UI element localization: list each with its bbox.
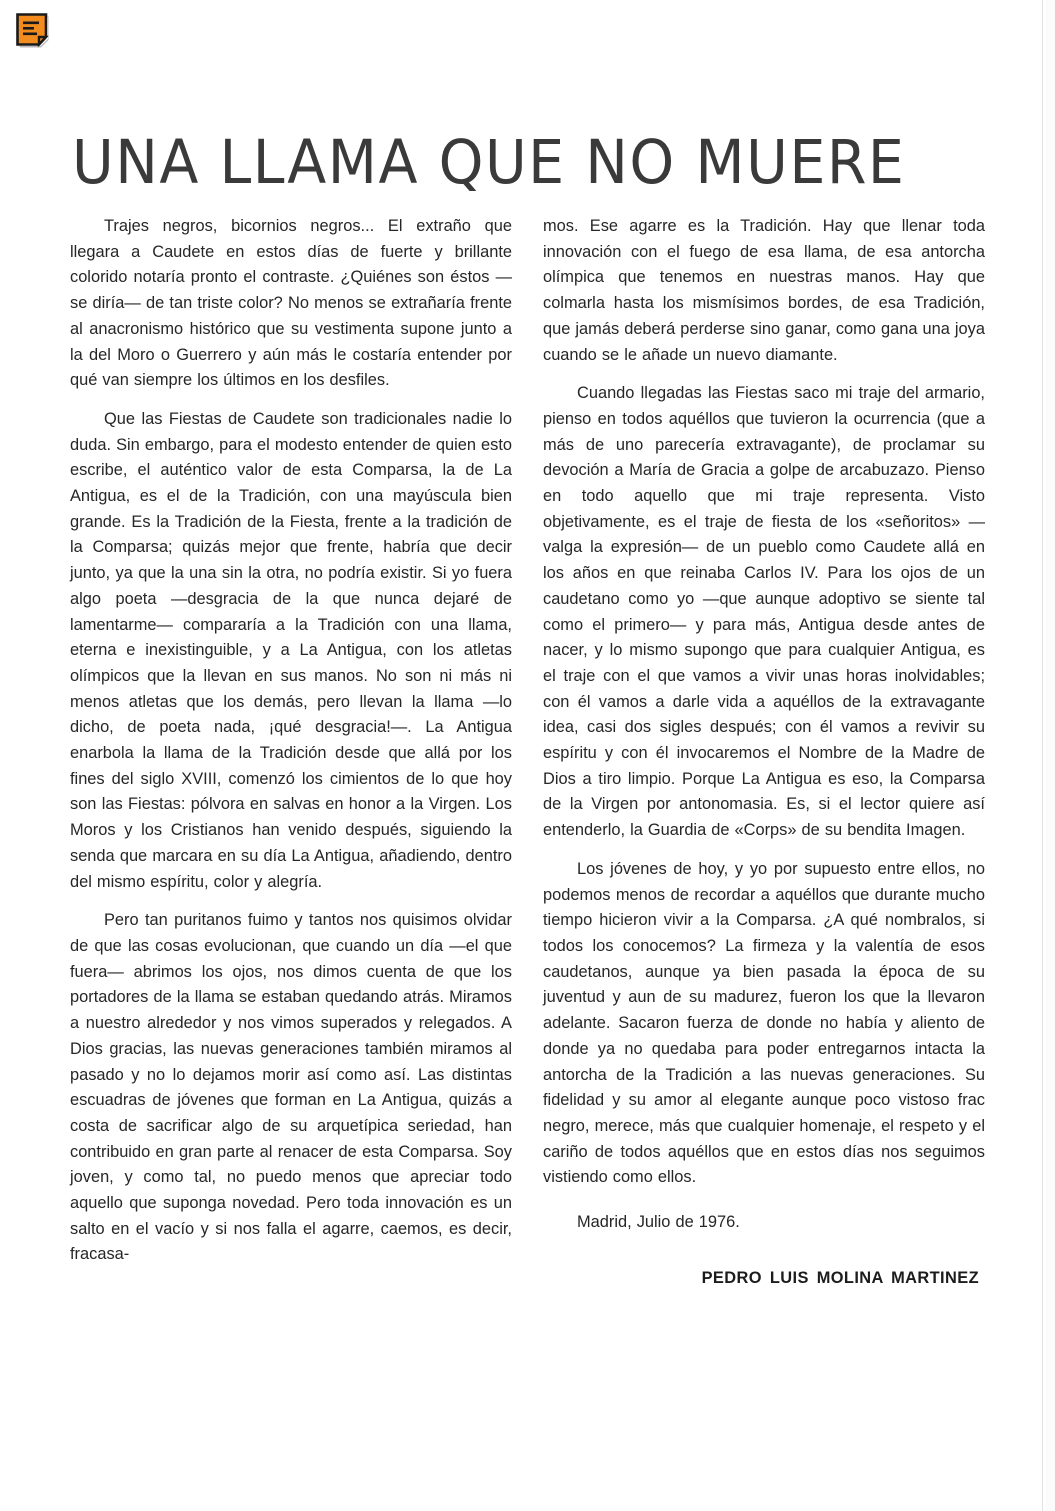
paragraph: Los jóvenes de hoy, y yo por supuesto entre ellos, no podemos menos de recordar a aquéllos que durante mucho tiempo hicieron vivir a la Comparsa. ¿A qué nombralos, si todos los conocemos? La firmeza y la valentía de esos caudetanos, aunque ya bien pasada la época de su juventud y aun de su madurez, fueron los que la llevaron adelante. Sacaron fuerza de donde no había y aliento de donde ya no quedaba para poder entregarnos intacta la antorcha de la Tradición a las nuevas generaciones. Su fidelidad y su amor al elegante aunque poco vistoso frac negro, merece, más que cualquier homenaje, el respeto y el cariño de todos aquéllos que en estos días nos seguimos vistiendo como ellos. xyxy=(543,859,985,1187)
paragraph: Que las Fiestas de Caudete son tradicionales nadie lo duda. Sin embargo, para el modesto entender de quien esto escribe, el auténtico valor de esta Comparsa, la de La Antigua, es el de la Tradición, con una mayúscula bien grande. Es la Tradición de la Fiesta, frente a la tradición de la Comparsa; quizás mejor que frente, habría que decir junto, ya que la una sin la otra, no podría existir. Si yo fuera algo poeta —desgracia de la que nunca dejaré de lamentarme— compararía a la Tradición con una llama, eterna e inexistinguible, y a La Antigua, con los atletas olímpicos que la llevan en sus manos. No son ni más ni menos atletas que los demás, pero llevan la llama —lo dicho, de poeta nada, ¡qué desgracia!—. La Antigua enarbola la llama de la Tradición desde que allá por los fines del siglo XVIII, comenzó los cimientos de lo que hoy son las Fiestas: pólvora en salvas en honor a la Virgen. Los Moros y los Cristianos han venido después, siguiendo la senda que marcara en su día La Antigua, añadiendo, dentro del mismo espíritu, color y alegría. xyxy=(70,409,512,891)
note-document-icon[interactable] xyxy=(15,12,49,48)
article-body xyxy=(70,214,985,1414)
paragraph: Cuando llegadas las Fiestas saco mi traje del armario, pienso en todos aquéllos que tuvieron la ocurrencia (que a más de uno parecería extravagante), de proclamar su devoción a María de Gracia a golpe de arcabuzazo. Pienso en todo aquello que mi traje representa. Visto objetivamente, es el traje de fiesta de los «señoritos» —valga la expresión— de un pueblo como Caudete allá en los años en que reinaba Carlos IV. Para los ojos de un caudetano como yo —que aunque adoptivo se siente tal como el primero— y para más, Antigua desde antes de nacer, y lo mismo supongo que para cualquier Antigua, es el traje con el que vamos a vivir unas horas inolvidables; con él vamos a darle vida a aquéllos de la extravagante idea, casi dos sigles después; con él vamos a revivir su espíritu y con él invocaremos el Nombre de la Madre de Dios a tiro limpio. Porque La Antigua es eso, la Comparsa de la Virgen por antonomasia. Es, si el lector quiere así entenderlo, la Guardia de «Corps» de su bendita Imagen. xyxy=(543,384,985,840)
article-title: UNA LLAMA QUE NO MUERE xyxy=(72,128,906,199)
right-column xyxy=(543,214,985,1414)
paragraph: mos. Ese agarre es la Tradición. Hay que llenar toda innovación con el fuego de esa llama, de esa antorcha olímpica que tenemos en nuestras manos. Hay que colmarla hasta los mismísimos bordes, de esa Tradición, que jamás deberá perderse sino ganar, como gana una joya cuando se le añade un nuevo diamante. xyxy=(543,217,985,364)
paragraph: Pero tan puritanos fuimo y tantos nos quisimos olvidar de que las cosas evolucionan, que cuando un día —el que fuera— abrimos los ojos, nos dimos cuenta de que los portadores de la llama se estaban quedando atrás. Miramos a nuestro alrededor y nos vimos superados y relegados. A Dios gracias, las nuevas generaciones también miramos al pasado y no lo dejamos morir así como así. Las distintas escuadras de jóvenes que forman en La Antigua, quizás a costa de sacrificar algo de su arquetípica seriedad, han contribuido en gran parte al renacer de esta Comparsa. Soy joven, y como tal, no puedo menos que apreciar todo aquello que suponga novedad. Pero toda innovación es un salto en el vacío y si nos falla el agarre, caemos, es decir, fracasa- xyxy=(70,911,512,1264)
scan-edge-line xyxy=(1042,0,1043,1511)
date-line: Madrid, Julio de 1976. xyxy=(577,1213,740,1232)
left-column xyxy=(70,214,512,1414)
paragraph: Trajes negros, bicornios negros... El extraño que llegara a Caudete en estos días de fuerte y brillante colorido notaría pronto el contraste. ¿Quiénes son éstos —se diría— de tan triste color? No menos se extrañaría frente al anacronismo histórico que su vestimenta supone junto a la del Moro o Guerrero y aún más le costaría entender por qué van siempre los últimos en los desfiles. xyxy=(70,217,512,390)
author-byline: PEDRO LUIS MOLINA MARTINEZ xyxy=(701,1268,979,1287)
scan-margin xyxy=(1046,0,1055,1511)
